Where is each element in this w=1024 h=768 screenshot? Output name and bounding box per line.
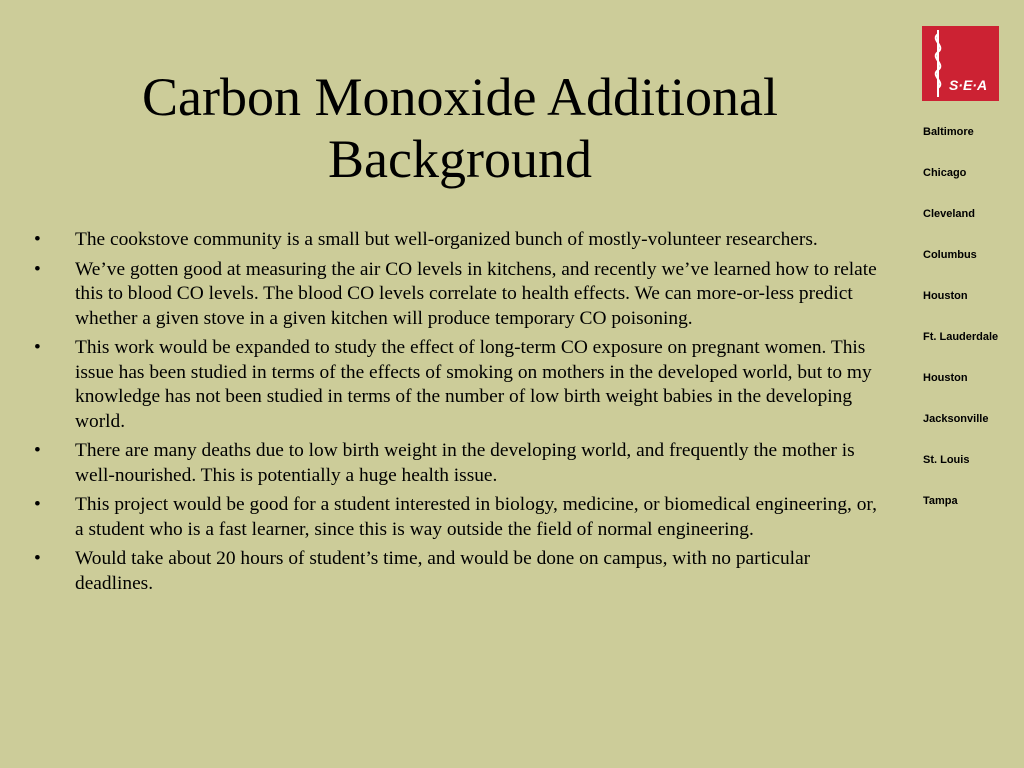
office-item: Houston [923,290,968,302]
office-item: Baltimore [923,126,974,138]
office-item: Chicago [923,167,967,179]
bullet-text: There are many deaths due to low birth weight in the developing world, and frequently the mother is well-nourished. This is potentially a huge health issue. [75,440,855,486]
bullet-text: This project would be good for a student interested in biology, medicine, or biomedical engineering, or, a student who is a fast learner, since this is way outside the field of normal engineering. [75,494,877,540]
bullet-text: This work would be expanded to study the effect of long-term CO exposure on pregnant women. This issue has been studied in terms of the effects of smoking on mothers in the developed world, but to my knowledge has not been studied in terms of the number of low birth weight babies in the developing world. [75,337,872,432]
bullet-text: The cookstove community is a small but well-organized bunch of mostly-volunteer researchers. [75,229,818,250]
bullet-text: We’ve gotten good at measuring the air CO levels in kitchens, and recently we’ve learned how to relate this to blood CO levels. The blood CO levels correlate to health effects. We can more-or-less predict whether a given stove in a given kitchen will produce temporary CO poisoning. [75,258,877,329]
bullet-item [30,336,890,434]
office-item: Columbus [923,249,977,261]
office-item: Houston [923,372,968,384]
bullet-icon: • [34,337,41,358]
bullet-icon: • [34,440,41,461]
bullet-item [30,493,890,542]
slide-title-line-1: Carbon Monoxide Additional [142,67,778,127]
bullet-icon: • [34,258,41,280]
slide-title [40,66,880,190]
office-item: Jacksonville [923,413,989,425]
office-list [923,125,998,535]
bullet-item [30,228,890,253]
bullet-item [30,439,890,488]
sea-logo-icon [922,26,999,101]
bullet-item [30,258,890,332]
bullet-item [30,547,890,596]
bullet-text: Would take about 20 hours of student’s time, and would be done on campus, with no particular deadlines. [75,548,811,594]
slide-title-line-2: Background [328,129,592,189]
sea-logo [922,26,999,101]
bullet-icon: • [34,494,41,515]
bullet-list [30,228,890,601]
office-item: Cleveland [923,208,975,220]
sea-logo-text: S·E·A [948,77,988,93]
bullet-icon: • [34,229,41,250]
bullet-icon: • [34,548,41,569]
office-item: Tampa [923,495,958,507]
office-item: St. Louis [923,454,970,466]
office-item: Ft. Lauderdale [923,331,999,343]
